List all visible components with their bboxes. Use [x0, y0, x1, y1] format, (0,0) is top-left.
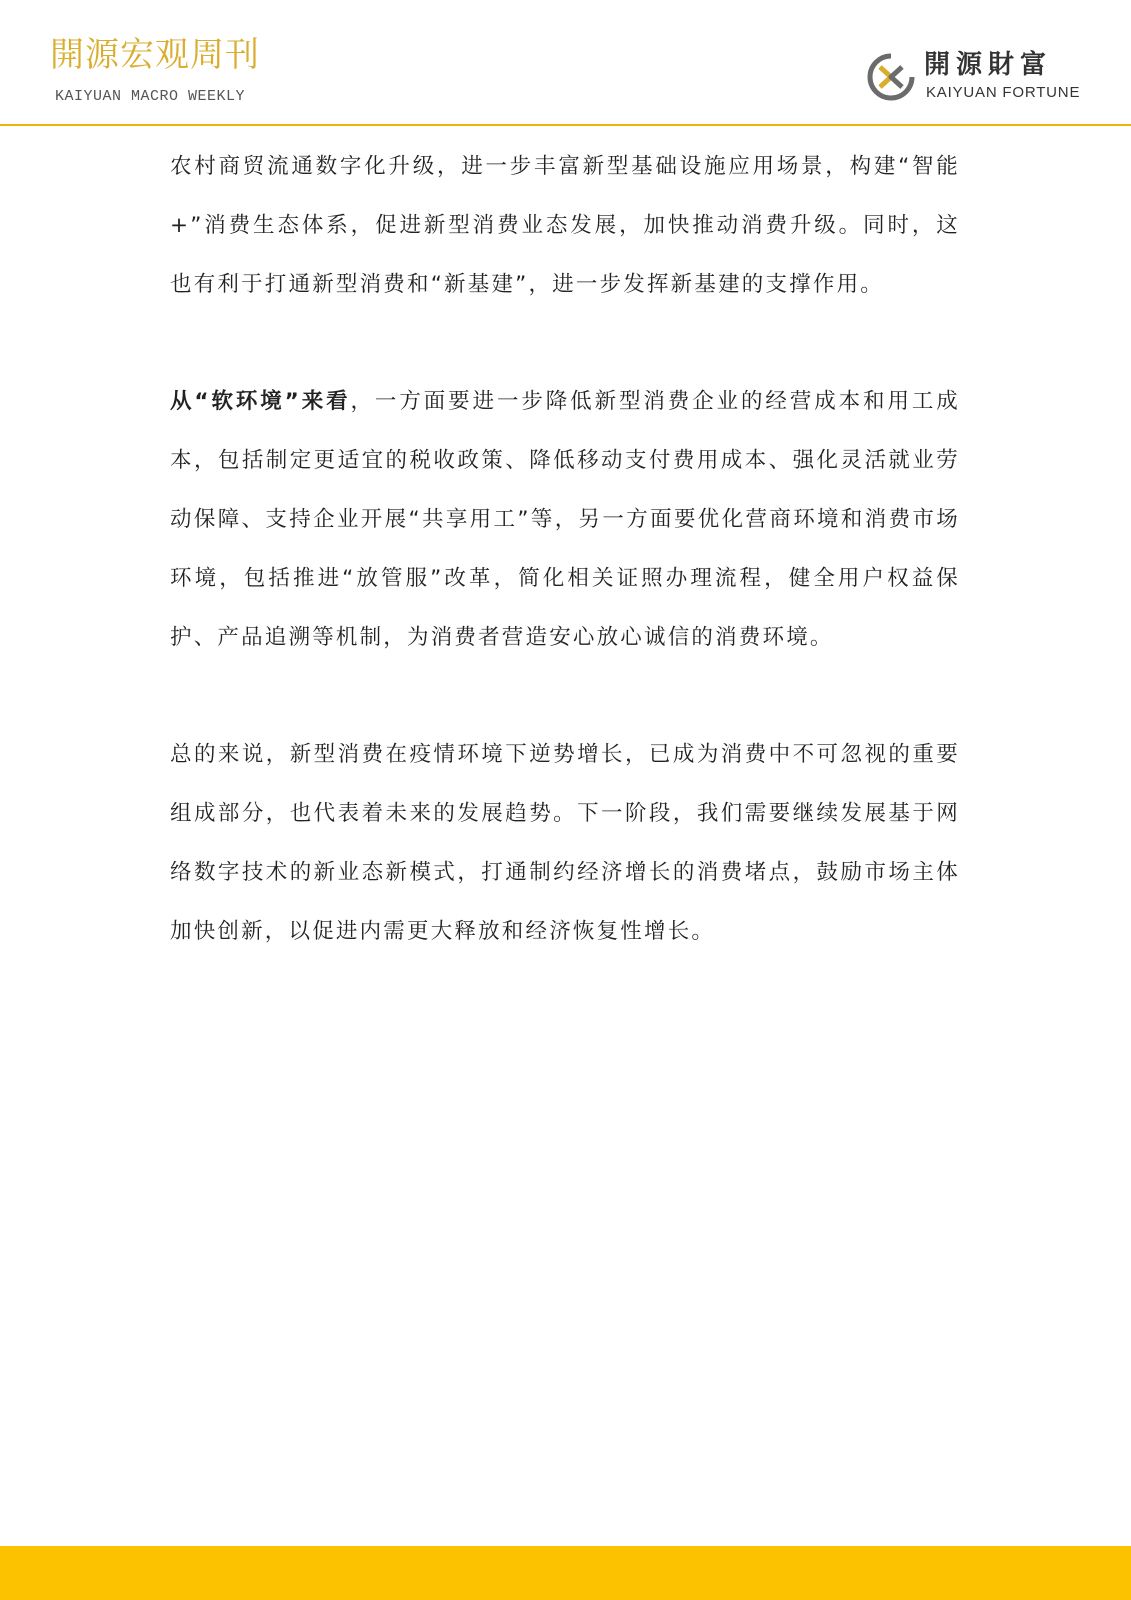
company-logo	[866, 50, 1096, 106]
page-header	[0, 0, 1131, 126]
paragraph-2	[170, 372, 960, 667]
publication-title: 開源宏观周刊	[50, 35, 260, 75]
paragraph-3: 总的来说，新型消费在疫情环境下逆势增长，已成为消费中不可忽视的重要组成部分，也代表着未来的发展趋势。下一阶段，我们需要继续发展基于网络数字技术的新业态新模式，打通制约经济增长的消费堵点，鼓励市场主体加快创新，以促进内需更大释放和经济恢复性增长。	[170, 742, 960, 944]
logo-english-text: KAIYUAN FORTUNE	[926, 84, 1081, 101]
logo-chinese-text: 開源財富	[924, 50, 1053, 80]
kaiyuan-logo-icon	[866, 52, 916, 102]
paragraph-2-lead: 从“软环境”来看	[170, 389, 351, 414]
paragraph-2-body: ，一方面要进一步降低新型消费企业的经营成本和用工成本，包括制定更适宜的税收政策、降低移动支付费用成本、强化灵活就业劳动保障、支持企业开展“共享用工”等，另一方面要优化营商环境和消费市场环境，包括推进“放管服”改革，简化相关证照办理流程，健全用户权益保护、产品追溯等机制，为消费者营造安心放心诚信的消费环境。	[170, 389, 960, 650]
article-body	[170, 137, 960, 1019]
header-divider	[0, 124, 1131, 126]
publication-subtitle: KAIYUAN MACRO WEEKLY	[55, 88, 246, 105]
footer-band	[0, 1546, 1131, 1600]
paragraph-1: 农村商贸流通数字化升级，进一步丰富新型基础设施应用场景，构建“智能+”消费生态体系，促进新型消费业态发展，加快推动消费升级。同时，这也有利于打通新型消费和“新基建”，进一步发挥新基建的支撑作用。	[170, 154, 960, 297]
